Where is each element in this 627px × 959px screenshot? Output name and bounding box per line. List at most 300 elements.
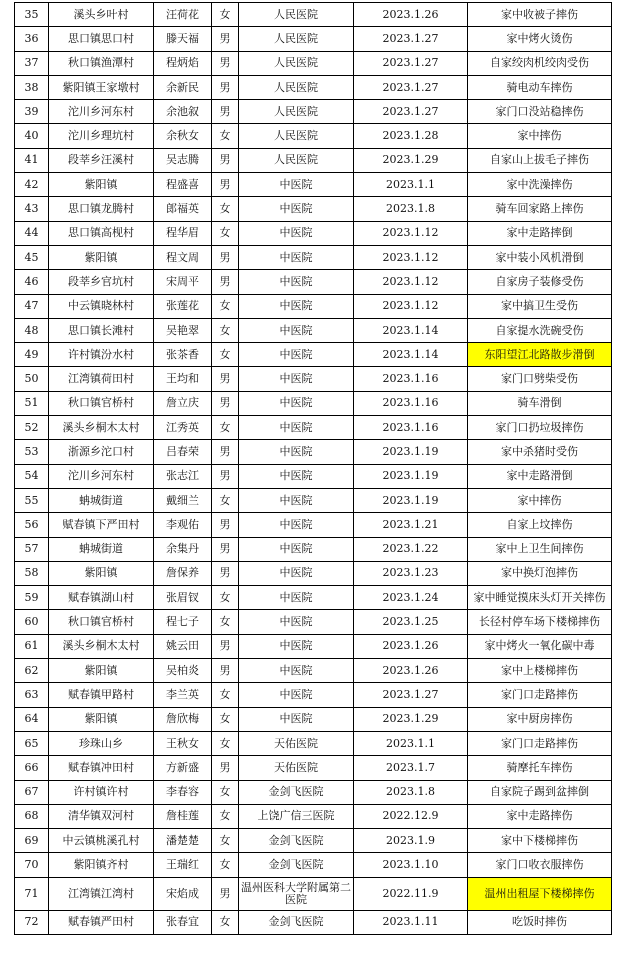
cell-number: 58 (15, 561, 49, 585)
cell-hospital: 金剑飞医院 (239, 910, 354, 934)
cell-number: 66 (15, 756, 49, 780)
cell-name: 李兰英 (154, 683, 212, 707)
cell-cause: 家门口收衣服摔伤 (468, 853, 612, 877)
cell-cause: 骑电动车摔伤 (468, 75, 612, 99)
cell-date: 2023.1.24 (354, 586, 468, 610)
cell-address: 思口镇思口村 (49, 27, 154, 51)
cell-address: 中云镇桃溪孔村 (49, 829, 154, 853)
cell-hospital: 金剑飞医院 (239, 829, 354, 853)
cell-date: 2023.1.16 (354, 416, 468, 440)
cell-sex: 男 (212, 756, 239, 780)
cell-name: 王瑞红 (154, 853, 212, 877)
cell-hospital: 中医院 (239, 270, 354, 294)
cell-address: 浙源乡沱口村 (49, 440, 154, 464)
cell-sex: 女 (212, 294, 239, 318)
cell-cause: 家门口走路摔伤 (468, 731, 612, 755)
cell-date: 2023.1.12 (354, 270, 468, 294)
cell-date: 2023.1.1 (354, 731, 468, 755)
table-row (15, 221, 612, 245)
cell-name: 余秋女 (154, 124, 212, 148)
cell-sex: 女 (212, 221, 239, 245)
cell-address: 紫阳镇王家墩村 (49, 75, 154, 99)
cell-sex: 男 (212, 245, 239, 269)
cell-cause: 家门口劈柴受伤 (468, 367, 612, 391)
cell-number: 62 (15, 659, 49, 683)
cell-number: 37 (15, 51, 49, 75)
cell-name: 姚云田 (154, 634, 212, 658)
cell-hospital: 金剑飞医院 (239, 853, 354, 877)
table-row (15, 51, 612, 75)
cell-cause: 家中上楼梯摔伤 (468, 659, 612, 683)
cell-sex: 男 (212, 367, 239, 391)
cell-hospital: 人民医院 (239, 27, 354, 51)
cell-name: 吴柏炎 (154, 659, 212, 683)
cell-address: 紫阳镇齐村 (49, 853, 154, 877)
cell-hospital: 中医院 (239, 294, 354, 318)
cell-sex: 男 (212, 659, 239, 683)
cell-name: 程华眉 (154, 221, 212, 245)
cell-number: 43 (15, 197, 49, 221)
cell-name: 方新盛 (154, 756, 212, 780)
cell-sex: 男 (212, 537, 239, 561)
cell-sex: 女 (212, 197, 239, 221)
cell-name: 王均和 (154, 367, 212, 391)
table-row (15, 124, 612, 148)
cell-address: 紫阳镇 (49, 707, 154, 731)
cell-address: 赋春镇冲田村 (49, 756, 154, 780)
cell-number: 47 (15, 294, 49, 318)
cell-number: 42 (15, 173, 49, 197)
cell-number: 72 (15, 910, 49, 934)
cell-hospital: 中医院 (239, 391, 354, 415)
cell-number: 48 (15, 318, 49, 342)
cell-sex: 男 (212, 561, 239, 585)
cell-number: 54 (15, 464, 49, 488)
table-row (15, 634, 612, 658)
cell-hospital: 中医院 (239, 537, 354, 561)
table-row (15, 659, 612, 683)
cell-date: 2023.1.12 (354, 294, 468, 318)
cell-sex: 女 (212, 416, 239, 440)
cell-address: 思口镇龙腾村 (49, 197, 154, 221)
cell-number: 35 (15, 3, 49, 27)
cell-sex: 女 (212, 318, 239, 342)
cell-name: 宋周平 (154, 270, 212, 294)
cell-hospital: 中医院 (239, 440, 354, 464)
cell-sex: 男 (212, 27, 239, 51)
cell-number: 68 (15, 804, 49, 828)
cell-date: 2023.1.22 (354, 537, 468, 561)
cell-date: 2023.1.19 (354, 440, 468, 464)
cell-name: 詹保养 (154, 561, 212, 585)
cell-hospital: 中医院 (239, 221, 354, 245)
cell-address: 许村镇汾水村 (49, 343, 154, 367)
cell-sex: 女 (212, 3, 239, 27)
table-row (15, 756, 612, 780)
cell-cause: 温州出租屋下楼梯摔伤 (468, 877, 612, 910)
cell-cause: 自家绞肉机绞肉受伤 (468, 51, 612, 75)
table-row (15, 245, 612, 269)
cell-name: 詹桂莲 (154, 804, 212, 828)
cell-sex: 男 (212, 270, 239, 294)
cell-sex: 男 (212, 513, 239, 537)
cell-name: 吴志腾 (154, 148, 212, 172)
cell-cause: 家中下楼梯摔伤 (468, 829, 612, 853)
cell-date: 2023.1.8 (354, 197, 468, 221)
cell-sex: 男 (212, 464, 239, 488)
cell-address: 江湾镇江湾村 (49, 877, 154, 910)
cell-cause: 家中摔伤 (468, 488, 612, 512)
table-row (15, 367, 612, 391)
cell-date: 2023.1.25 (354, 610, 468, 634)
table-row (15, 270, 612, 294)
cell-sex: 女 (212, 853, 239, 877)
cell-cause: 家中走路滑倒 (468, 464, 612, 488)
cell-number: 55 (15, 488, 49, 512)
cell-sex: 女 (212, 586, 239, 610)
cell-date: 2023.1.29 (354, 148, 468, 172)
cell-hospital: 中医院 (239, 586, 354, 610)
cell-hospital: 中医院 (239, 561, 354, 585)
table-row (15, 391, 612, 415)
cell-address: 赋春镇甲路村 (49, 683, 154, 707)
cell-sex: 女 (212, 488, 239, 512)
cell-date: 2023.1.27 (354, 683, 468, 707)
cell-date: 2023.1.26 (354, 634, 468, 658)
cell-address: 紫阳镇 (49, 659, 154, 683)
cell-sex: 女 (212, 780, 239, 804)
table-row (15, 75, 612, 99)
cell-address: 紫阳镇 (49, 561, 154, 585)
cell-name: 詹立庆 (154, 391, 212, 415)
cell-cause: 家中装小风机滑倒 (468, 245, 612, 269)
cell-cause: 东阳望江北路散步滑倒 (468, 343, 612, 367)
cell-cause: 自家上坟摔伤 (468, 513, 612, 537)
table-row (15, 3, 612, 27)
cell-number: 64 (15, 707, 49, 731)
cell-cause: 家中走路摔伤 (468, 804, 612, 828)
cell-address: 许村镇许村 (49, 780, 154, 804)
cell-hospital: 上饶广信三医院 (239, 804, 354, 828)
table-row (15, 804, 612, 828)
cell-date: 2023.1.27 (354, 27, 468, 51)
cell-cause: 骑车滑倒 (468, 391, 612, 415)
cell-hospital: 温州医科大学附属第二医院 (239, 877, 354, 910)
cell-number: 61 (15, 634, 49, 658)
table-row (15, 853, 612, 877)
cell-sex: 女 (212, 683, 239, 707)
cell-date: 2023.1.12 (354, 245, 468, 269)
cell-cause: 骑车回家路上摔伤 (468, 197, 612, 221)
cell-cause: 家门口没站稳摔伤 (468, 100, 612, 124)
cell-date: 2022.11.9 (354, 877, 468, 910)
cell-date: 2023.1.9 (354, 829, 468, 853)
cell-name: 程炳焰 (154, 51, 212, 75)
table-row (15, 294, 612, 318)
cell-date: 2023.1.10 (354, 853, 468, 877)
cell-sex: 男 (212, 51, 239, 75)
cell-cause: 家中烤火一氧化碳中毒 (468, 634, 612, 658)
cell-sex: 女 (212, 829, 239, 853)
cell-address: 赋春镇严田村 (49, 910, 154, 934)
cell-hospital: 中医院 (239, 197, 354, 221)
cell-date: 2023.1.16 (354, 367, 468, 391)
cell-address: 溪头乡桐木太村 (49, 416, 154, 440)
cell-address: 紫阳镇 (49, 245, 154, 269)
cell-address: 赋春镇湖山村 (49, 586, 154, 610)
cell-number: 71 (15, 877, 49, 910)
cell-number: 56 (15, 513, 49, 537)
table-row (15, 780, 612, 804)
cell-hospital: 中医院 (239, 610, 354, 634)
cell-number: 39 (15, 100, 49, 124)
cell-address: 蚺城街道 (49, 488, 154, 512)
cell-address: 清华镇双河村 (49, 804, 154, 828)
cell-name: 宋焰成 (154, 877, 212, 910)
cell-sex: 女 (212, 910, 239, 934)
cell-sex: 男 (212, 148, 239, 172)
cell-sex: 女 (212, 731, 239, 755)
cell-address: 思口镇长滩村 (49, 318, 154, 342)
cell-cause: 自家房子装修受伤 (468, 270, 612, 294)
cell-date: 2023.1.7 (354, 756, 468, 780)
cell-address: 沱川乡河东村 (49, 100, 154, 124)
cell-name: 张志江 (154, 464, 212, 488)
cell-name: 余新民 (154, 75, 212, 99)
cell-date: 2023.1.14 (354, 318, 468, 342)
cell-cause: 家中收被子摔伤 (468, 3, 612, 27)
table-row (15, 416, 612, 440)
cell-address: 秋口镇渔潭村 (49, 51, 154, 75)
cell-date: 2023.1.29 (354, 707, 468, 731)
cell-name: 吴艳翠 (154, 318, 212, 342)
cell-name: 滕天福 (154, 27, 212, 51)
cell-address: 珍珠山乡 (49, 731, 154, 755)
table-row (15, 683, 612, 707)
cell-number: 40 (15, 124, 49, 148)
cell-date: 2023.1.8 (354, 780, 468, 804)
cell-address: 赋春镇下严田村 (49, 513, 154, 537)
cell-sex: 女 (212, 343, 239, 367)
cell-name: 江秀英 (154, 416, 212, 440)
cell-name: 张莲花 (154, 294, 212, 318)
cell-number: 38 (15, 75, 49, 99)
cell-sex: 男 (212, 391, 239, 415)
cell-date: 2023.1.27 (354, 51, 468, 75)
table-row (15, 829, 612, 853)
cell-cause: 家中换灯泡摔伤 (468, 561, 612, 585)
cell-hospital: 中医院 (239, 173, 354, 197)
table-row (15, 318, 612, 342)
cell-cause: 家中厨房摔伤 (468, 707, 612, 731)
table-row (15, 100, 612, 124)
cell-cause: 家中洗澡摔伤 (468, 173, 612, 197)
cell-name: 张茶香 (154, 343, 212, 367)
cell-cause: 家门口走路摔伤 (468, 683, 612, 707)
cell-address: 蚺城街道 (49, 537, 154, 561)
table-row (15, 173, 612, 197)
table-row (15, 537, 612, 561)
cell-name: 潘楚楚 (154, 829, 212, 853)
cell-hospital: 人民医院 (239, 75, 354, 99)
cell-address: 思口镇高枧村 (49, 221, 154, 245)
cell-name: 程盛喜 (154, 173, 212, 197)
cell-cause: 自家提水洗碗受伤 (468, 318, 612, 342)
cell-address: 溪头乡叶村 (49, 3, 154, 27)
cell-address: 中云镇晓林村 (49, 294, 154, 318)
cell-name: 李观佑 (154, 513, 212, 537)
cell-number: 44 (15, 221, 49, 245)
cell-name: 张春宜 (154, 910, 212, 934)
cell-sex: 男 (212, 440, 239, 464)
cell-hospital: 中医院 (239, 343, 354, 367)
table-row (15, 488, 612, 512)
table-row (15, 561, 612, 585)
cell-number: 52 (15, 416, 49, 440)
cell-date: 2023.1.27 (354, 100, 468, 124)
cell-hospital: 人民医院 (239, 100, 354, 124)
cell-date: 2022.12.9 (354, 804, 468, 828)
table-row (15, 148, 612, 172)
cell-name: 李春容 (154, 780, 212, 804)
cell-number: 53 (15, 440, 49, 464)
cell-cause: 自家山上拔毛子摔伤 (468, 148, 612, 172)
cell-address: 溪头乡桐木太村 (49, 634, 154, 658)
cell-hospital: 中医院 (239, 634, 354, 658)
cell-date: 2023.1.27 (354, 75, 468, 99)
cell-hospital: 中医院 (239, 367, 354, 391)
table-row (15, 27, 612, 51)
cell-sex: 男 (212, 173, 239, 197)
cell-number: 67 (15, 780, 49, 804)
cell-hospital: 中医院 (239, 683, 354, 707)
cell-name: 吕春荣 (154, 440, 212, 464)
cell-name: 王秋女 (154, 731, 212, 755)
cell-number: 63 (15, 683, 49, 707)
cell-sex: 男 (212, 634, 239, 658)
cell-cause: 长径村停车场下楼梯摔伤 (468, 610, 612, 634)
cell-sex: 女 (212, 707, 239, 731)
cell-cause: 家中上卫生间摔伤 (468, 537, 612, 561)
cell-address: 沱川乡河东村 (49, 464, 154, 488)
cell-cause: 家中睡觉摸床头灯开关摔伤 (468, 586, 612, 610)
cell-number: 65 (15, 731, 49, 755)
cell-name: 郎福英 (154, 197, 212, 221)
cell-name: 程文周 (154, 245, 212, 269)
cell-cause: 家中摔伤 (468, 124, 612, 148)
cell-date: 2023.1.11 (354, 910, 468, 934)
cell-date: 2023.1.19 (354, 488, 468, 512)
cell-sex: 男 (212, 877, 239, 910)
cell-number: 60 (15, 610, 49, 634)
cell-address: 秋口镇官桥村 (49, 391, 154, 415)
cell-number: 69 (15, 829, 49, 853)
cell-hospital: 人民医院 (239, 51, 354, 75)
cell-hospital: 人民医院 (239, 148, 354, 172)
cell-cause: 家中杀猪时受伤 (468, 440, 612, 464)
table-row (15, 707, 612, 731)
cell-hospital: 中医院 (239, 707, 354, 731)
cell-name: 程七子 (154, 610, 212, 634)
cell-date: 2023.1.28 (354, 124, 468, 148)
cell-hospital: 天佑医院 (239, 731, 354, 755)
cell-address: 段莘乡官坑村 (49, 270, 154, 294)
cell-number: 46 (15, 270, 49, 294)
cell-hospital: 中医院 (239, 488, 354, 512)
cell-number: 45 (15, 245, 49, 269)
cell-number: 50 (15, 367, 49, 391)
cell-cause: 自家院子踢到盆摔倒 (468, 780, 612, 804)
cell-number: 70 (15, 853, 49, 877)
cell-cause: 家中搞卫生受伤 (468, 294, 612, 318)
cell-number: 57 (15, 537, 49, 561)
cell-date: 2023.1.12 (354, 221, 468, 245)
cell-number: 36 (15, 27, 49, 51)
cell-sex: 女 (212, 610, 239, 634)
cell-date: 2023.1.26 (354, 659, 468, 683)
cell-cause: 家中烤火烫伤 (468, 27, 612, 51)
table-row (15, 610, 612, 634)
cell-hospital: 金剑飞医院 (239, 780, 354, 804)
cell-hospital: 中医院 (239, 464, 354, 488)
cell-number: 59 (15, 586, 49, 610)
cell-name: 张眉钗 (154, 586, 212, 610)
cell-cause: 骑摩托车摔伤 (468, 756, 612, 780)
cell-hospital: 中医院 (239, 416, 354, 440)
cell-hospital: 中医院 (239, 659, 354, 683)
cell-hospital: 中医院 (239, 318, 354, 342)
table-row (15, 464, 612, 488)
cell-cause: 家中走路摔倒 (468, 221, 612, 245)
cell-name: 汪荷花 (154, 3, 212, 27)
cell-hospital: 中医院 (239, 513, 354, 537)
cell-date: 2023.1.16 (354, 391, 468, 415)
cell-number: 49 (15, 343, 49, 367)
cell-sex: 男 (212, 75, 239, 99)
table-row (15, 513, 612, 537)
cell-address: 沱川乡理坑村 (49, 124, 154, 148)
cell-address: 段莘乡汪溪村 (49, 148, 154, 172)
cell-hospital: 中医院 (239, 245, 354, 269)
cell-date: 2023.1.1 (354, 173, 468, 197)
table-row (15, 877, 612, 910)
table-row (15, 440, 612, 464)
cell-date: 2023.1.23 (354, 561, 468, 585)
cell-address: 紫阳镇 (49, 173, 154, 197)
cell-address: 江湾镇荷田村 (49, 367, 154, 391)
cell-date: 2023.1.14 (354, 343, 468, 367)
cell-cause: 吃饭时摔伤 (468, 910, 612, 934)
cell-sex: 女 (212, 124, 239, 148)
cell-sex: 男 (212, 100, 239, 124)
cell-cause: 家门口扔垃圾摔伤 (468, 416, 612, 440)
cell-date: 2023.1.26 (354, 3, 468, 27)
table-row (15, 586, 612, 610)
cell-address: 秋口镇官桥村 (49, 610, 154, 634)
table-body (15, 3, 612, 935)
cell-hospital: 人民医院 (239, 124, 354, 148)
cell-date: 2023.1.21 (354, 513, 468, 537)
cell-name: 戴细兰 (154, 488, 212, 512)
cell-sex: 女 (212, 804, 239, 828)
cell-hospital: 人民医院 (239, 3, 354, 27)
cell-name: 余池叙 (154, 100, 212, 124)
cell-name: 詹欣梅 (154, 707, 212, 731)
table-row (15, 731, 612, 755)
table-row (15, 343, 612, 367)
cell-hospital: 天佑医院 (239, 756, 354, 780)
table-row (15, 197, 612, 221)
